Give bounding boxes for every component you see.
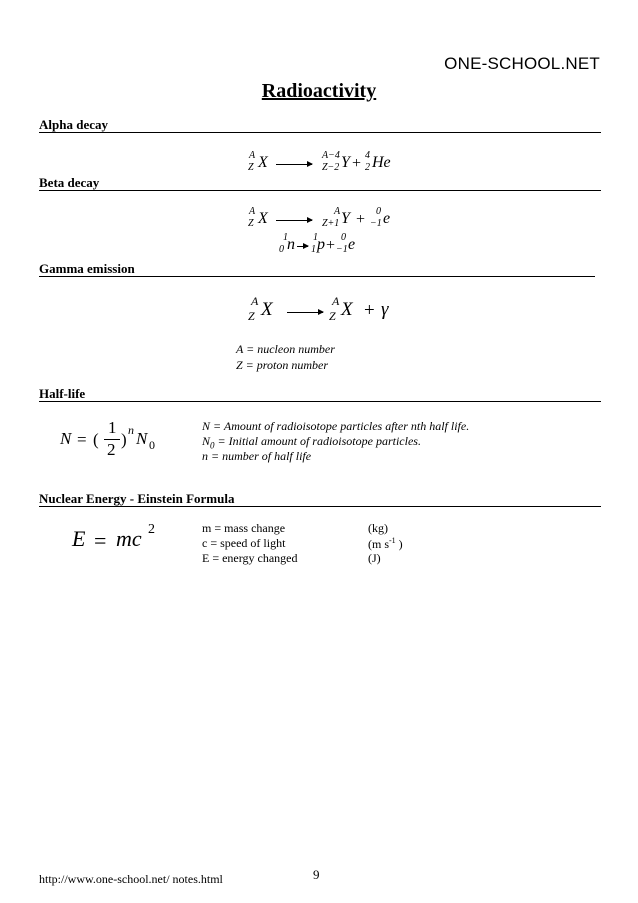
halflife-n0-subscript: 0 <box>149 438 155 452</box>
alpha-emitted-atomic: 2 <box>365 162 370 173</box>
beta-parent-symbol: X <box>258 210 268 227</box>
alpha-emitted-mass: 4 <box>365 150 370 161</box>
energy-row-light-unit-close: ) <box>395 537 403 551</box>
halflife-lhs: N <box>60 429 72 448</box>
energy-row-light-unit <box>368 536 403 552</box>
neutron-mass: 1 <box>283 232 288 243</box>
halflife-note-count: n = number of half life <box>202 449 312 463</box>
site-brand: ONE-SCHOOL.NET <box>444 54 600 73</box>
neutron-atomic: 0 <box>279 244 284 255</box>
halflife-exponent: n <box>128 423 134 437</box>
beta-plus: + <box>356 211 366 228</box>
section-alpha-rule <box>39 132 601 133</box>
beta-emitted-atomic: −1 <box>370 218 382 229</box>
energy-row-light-unit-sup: -1 <box>389 536 396 545</box>
halflife-note-n: N = Amount of radioisotope particles after nth half life. <box>202 419 470 433</box>
alpha-plus: + <box>352 155 362 172</box>
section-alpha-heading: Alpha decay <box>39 117 108 132</box>
alpha-parent-atomic: Z <box>248 162 254 173</box>
halflife-close-paren: ) <box>121 430 127 449</box>
energy-row-light-unit-base: (m s <box>368 537 389 551</box>
einstein-formula <box>72 522 182 558</box>
section-halflife-rule <box>39 401 601 402</box>
section-energy-rule <box>39 506 601 507</box>
beta-daughter-mass: A <box>334 206 341 217</box>
footer-url: http://www.one-school.net/ notes.html <box>39 872 223 886</box>
energy-row-mass-unit: (kg) <box>368 521 388 535</box>
section-energy-heading: Nuclear Energy - Einstein Formula <box>39 491 235 506</box>
beta-equation <box>246 206 406 232</box>
energy-row-energy-desc: E = energy changed <box>202 551 298 565</box>
nucleon-number-note: A = nucleon number <box>236 342 335 356</box>
beta-parent-atomic: Z <box>248 218 254 229</box>
neutron-decay-equation <box>278 232 378 258</box>
neutron-arrow-icon <box>297 246 308 247</box>
gamma-parent-atomic: Z <box>248 309 255 323</box>
proton-number-note: Z = proton number <box>236 358 328 372</box>
halflife-note-n0-symbol: N <box>202 434 211 448</box>
gamma-plus: + <box>364 300 375 321</box>
einstein-exponent: 2 <box>148 522 155 537</box>
alpha-daughter-atomic: Z−2 <box>322 162 340 173</box>
energy-row-light-desc: c = speed of light <box>202 536 286 550</box>
beta-emitted-mass: 0 <box>376 206 381 217</box>
einstein-equals: = <box>94 528 107 553</box>
halflife-open-paren: ( <box>93 430 99 449</box>
beta-emitted-symbol: e <box>383 210 391 227</box>
beta-daughter-symbol: Y <box>341 210 350 227</box>
halflife-note-n0-subscript: 0 <box>210 440 215 451</box>
alpha-parent-symbol: X <box>258 154 268 171</box>
beta-arrow-icon <box>276 220 312 221</box>
gamma-arrow-icon <box>287 312 323 313</box>
gamma-ray-symbol: γ <box>381 299 389 320</box>
gamma-equation <box>246 294 406 326</box>
einstein-lhs: E <box>72 526 86 551</box>
halflife-formula <box>60 413 180 465</box>
halflife-n0: N <box>136 429 148 448</box>
alpha-daughter-symbol: Y <box>341 154 350 171</box>
halflife-equals: = <box>77 430 87 449</box>
halflife-note-n0-text: = Initial amount of radioisotope particles. <box>214 434 421 448</box>
section-gamma-rule <box>39 276 595 277</box>
gamma-parent-mass: A <box>251 294 259 308</box>
neutron-plus: + <box>326 237 336 254</box>
gamma-parent-symbol: X <box>261 299 273 320</box>
neutron-symbol: n <box>287 236 295 253</box>
electron-atomic: −1 <box>336 244 348 255</box>
alpha-emitted-symbol: He <box>372 154 391 171</box>
beta-parent-mass: A <box>249 206 256 217</box>
section-gamma-heading: Gamma emission <box>39 261 135 276</box>
gamma-daughter-symbol: X <box>341 299 353 320</box>
halflife-fraction-numerator: 1 <box>108 418 117 437</box>
proton-atomic: 1 <box>311 244 316 255</box>
beta-daughter-atomic: Z+1 <box>322 218 340 229</box>
electron-mass: 0 <box>341 232 346 243</box>
halflife-note-n0 <box>202 434 421 450</box>
section-beta-heading: Beta decay <box>39 175 100 190</box>
section-halflife-heading: Half-life <box>39 386 86 401</box>
gamma-daughter-mass: A <box>332 294 340 308</box>
einstein-rhs: mc <box>116 526 142 551</box>
energy-row-energy-unit: (J) <box>368 551 381 565</box>
alpha-arrow-icon <box>276 164 312 165</box>
alpha-daughter-mass: A−4 <box>322 150 340 161</box>
page-title: Radioactivity <box>261 80 377 102</box>
proton-symbol: p <box>317 236 325 253</box>
proton-mass: 1 <box>313 232 318 243</box>
halflife-fraction-denominator: 2 <box>107 440 116 459</box>
alpha-parent-mass: A <box>249 150 256 161</box>
section-beta-rule <box>39 190 601 191</box>
page-number: 9 <box>313 867 320 882</box>
gamma-daughter-atomic: Z <box>329 309 336 323</box>
electron-symbol: e <box>348 236 356 253</box>
alpha-equation <box>246 150 396 176</box>
energy-row-mass-desc: m = mass change <box>202 521 286 535</box>
